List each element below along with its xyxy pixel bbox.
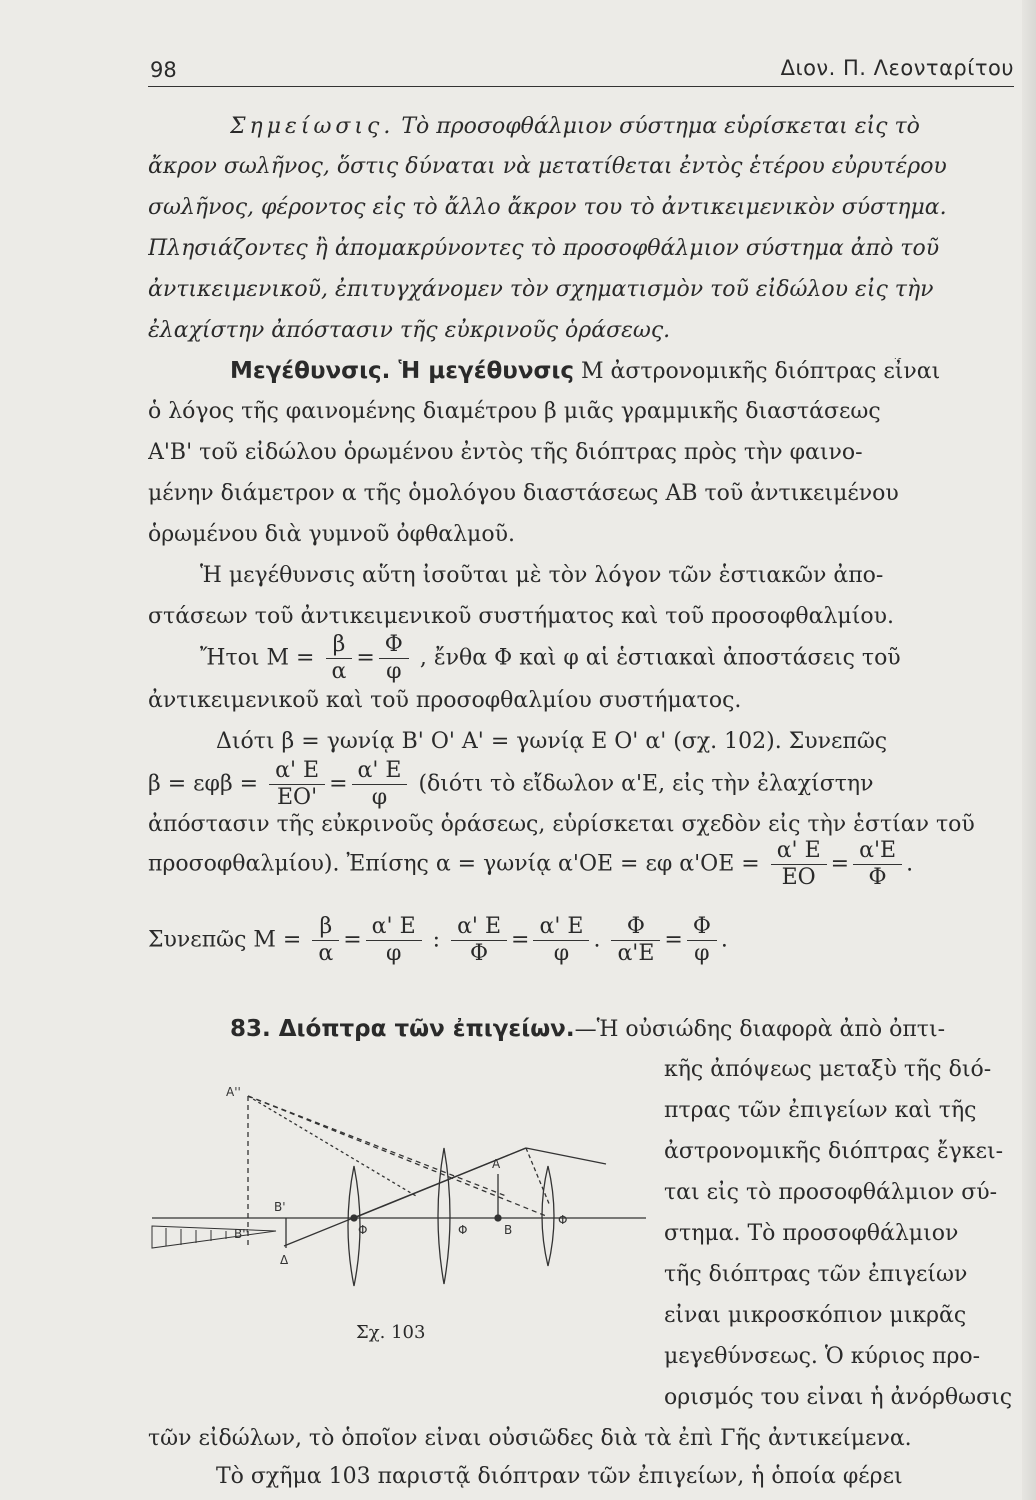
note-text-1: Τὸ προσοφθάλμιον σύστημα εὑρίσκεται εἰς τὸ — [401, 114, 920, 139]
page-header — [148, 52, 1014, 87]
label-phi1: Φ — [358, 1223, 368, 1237]
magnification-line-dioti: Διότι β = γωνίᾳ Β' Ο' Α' = γωνίᾳ Ε Ο' α' (σχ. 102). Συνεπῶς — [216, 729, 888, 754]
section83-narrow-2: πτρας τῶν ἐπιγείων καὶ τῆς — [664, 1098, 977, 1123]
label-phi2: Φ — [458, 1223, 468, 1237]
section83-narrow-6: τῆς διόπτρας τῶν ἐπιγείων — [664, 1262, 968, 1287]
running-head: Διον. Π. Λεονταρίτου — [780, 56, 1014, 80]
equation-1-prefix: Ἤτοι Μ = — [200, 645, 315, 671]
section83-narrow-1: κῆς ἀπόψεως μεταξὺ τῆς διό- — [664, 1057, 992, 1082]
section83-narrow-8: μεγεθύνσεως. Ὁ κύριος προ- — [664, 1344, 981, 1369]
section83-line-full-2: Τὸ σχῆμα 103 παριστᾷ διόπτραν τῶν ἐπιγείων, ἡ ὁποία φέρει — [216, 1464, 903, 1489]
magnification-line-6: Ἡ μεγέθυνσις αὕτη ἰσοῦται μὲ τὸν λόγον τῶν ἑστιακῶν ἀπο- — [200, 563, 884, 588]
label-b2: B'' — [234, 1227, 249, 1241]
magnification-line-1 — [230, 358, 1016, 384]
section83-line-1 — [230, 1016, 1016, 1042]
section83-line-full-1: τῶν εἰδώλων, τὸ ὁποῖον εἶναι οὐσιῶδες διὰ τὰ ἐπὶ Γῆς ἀντικείμενα. — [148, 1426, 912, 1451]
label-a1: A — [492, 1157, 501, 1171]
label-b3: B — [504, 1223, 513, 1237]
equation-3: προσοφθαλμίου). Ἐπίσης α = γωνίᾳ α'ΟΕ = εφ α'ΟΕ = $\frac{\alpha' E}{EO}$ = $\frac{\alpha'E}{\Phi}$ . — [148, 838, 914, 890]
magnification-line-5: ὁρωμένου διὰ γυμνοῦ ὀφθαλμοῦ. — [148, 522, 515, 547]
section83-heading: 83. Διόπτρα τῶν ἐπιγείων. — [230, 1016, 575, 1042]
magnification-line-7: στάσεων τοῦ ἀντικειμενικοῦ συστήματος καὶ τοῦ προσοφθαλμίου. — [148, 604, 894, 629]
label-phi3: Φ — [558, 1213, 568, 1227]
fraction-aE-phi: $\frac{\alpha' E}{\varphi}$ — [352, 758, 408, 811]
section83-narrow-5: στημα. Τὸ προσοφθάλμιον — [664, 1221, 959, 1246]
magnification-line-2: ὁ λόγος τῆς φαινομένης διαμέτρου β μιᾶς γραμμικῆς διαστάσεως — [148, 399, 881, 424]
fraction-beta-alpha: $\frac{\beta}{\alpha}$ — [326, 632, 353, 685]
magnification-line-apostasin: ἀπόστασιν τῆς εὐκρινοῦς ὁράσεως, εὑρίσκεται σχεδὸν εἰς τὴν ἑστίαν τοῦ — [148, 812, 975, 837]
note-line-1 — [230, 114, 1016, 139]
magnification-text-1: Μ ἀστρονομικῆς διόπτρας εἶναι — [581, 359, 941, 384]
label-delta: Δ — [280, 1253, 289, 1267]
page-edge-shadow — [1022, 0, 1036, 1500]
fraction-aE-EO1: $\frac{\alpha' E}{EO'}$ — [269, 758, 325, 811]
note-label: Σημείωσις. — [230, 114, 395, 139]
equation-1-suffix: , ἔνθα Φ καὶ φ αἱ ἑστιακαὶ ἀποστάσεις τοῦ — [419, 645, 901, 671]
fraction-aE2-Phi: $\frac{\alpha'E}{\Phi}$ — [853, 838, 902, 891]
section83-narrow-4: ται εἰς τὸ προσοφθάλμιον σύ- — [664, 1180, 998, 1205]
magnification-line-4: μένην διάμετρον α τῆς ὁμολόγου διαστάσεως ΑΒ τοῦ ἀντικειμένου — [148, 481, 899, 506]
equation-4-prefix: Συνεπῶς Μ = — [148, 927, 302, 953]
equation-3-prefix: προσοφθαλμίου). Ἐπίσης α = γωνίᾳ α'ΟΕ = εφ α'ΟΕ = — [148, 851, 760, 877]
section83-text-1: —Ἡ οὐσιώδης διαφορὰ ἀπὸ ὀπτι- — [574, 1017, 946, 1042]
label-b1: B' — [274, 1200, 286, 1214]
section83-narrow-3: ἀστρονομικῆς διόπτρας ἔγκει- — [664, 1139, 1004, 1164]
note-line-6: ἐλαχίστην ἀπόστασιν τῆς εὐκρινοῦς ὁράσεως. — [148, 318, 671, 343]
equation-1: Ἤτοι Μ = $\frac{\beta}{\alpha}$ = $\frac{\Phi}{\varphi}$ , ἔνθα Φ καὶ φ αἱ ἑστιακαὶ ἀποστάσεις τοῦ — [200, 632, 901, 684]
section83-narrow-7: εἶναι μικροσκόπιον μικρᾶς — [664, 1303, 967, 1328]
telescope-diagram — [146, 1056, 654, 1306]
equation-2-prefix: β = εφβ = — [148, 771, 259, 797]
page-number: 98 — [150, 58, 177, 82]
section83-narrow-9: ορισμός του εἶναι ἡ ἀνόρθωσις — [664, 1385, 1013, 1410]
magnification-line-3: Α'Β' τοῦ εἰδώλου ὁρωμένου ἐντὸς τῆς διόπτρας πρὸς τὴν φαινο- — [148, 440, 863, 465]
equation-4: Συνεπῶς Μ = $\frac{\beta}{\alpha}$ = $\frac{\alpha' E}{\varphi}$ : $\frac{\alpha' E}{\Phi}$ = $\frac{\alpha' E}{\varphi}$ . $\frac{\Phi}{\alpha'E}$ = $\frac{\Phi}{\varphi}$ . — [148, 914, 728, 966]
equation-2-suffix: (διότι τὸ εἴδωλον α'Ε, εἰς τὴν ἐλαχίστην — [418, 771, 874, 797]
fraction-aE-EO: $\frac{\alpha' E}{EO}$ — [771, 838, 827, 891]
note-line-4: Πλησιάζοντες ἢ ἀπομακρύνοντες τὸ προσοφθάλμιον σύστημα ἀπὸ τοῦ — [148, 236, 940, 261]
note-line-3: σωλῆνος, φέροντος εἰς τὸ ἄλλο ἄκρον του τὸ ἀντικειμενικὸν σύστημα. — [148, 195, 947, 220]
magnification-line-8: ἀντικειμενικοῦ καὶ τοῦ προσοφθαλμίου συστήματος. — [148, 688, 742, 713]
figure-caption: Σχ. 103 — [356, 1322, 426, 1343]
note-line-2: ἄκρον σωλῆνος, ὅστις δύναται νὰ μετατίθεται ἐντὸς ἑτέρου εὐρυτέρου — [148, 154, 947, 179]
label-a2: A'' — [226, 1085, 241, 1099]
fraction-Phi-phi: $\frac{\Phi}{\varphi}$ — [379, 632, 409, 685]
magnification-heading: Μεγέθυνσις. Ἡ μεγέθυνσις — [230, 358, 575, 384]
equation-2: β = εφβ = $\frac{\alpha' E}{EO'}$ = $\frac{\alpha' E}{\varphi}$ (διότι τὸ εἴδωλον α'Ε, εἰς τὴν ἐλαχίστην — [148, 758, 874, 810]
note-line-5: ἀντικειμενικοῦ, ἐπιτυγχάνομεν τὸν σχηματισμὸν τοῦ εἰδώλου εἰς τὴν — [148, 277, 934, 302]
